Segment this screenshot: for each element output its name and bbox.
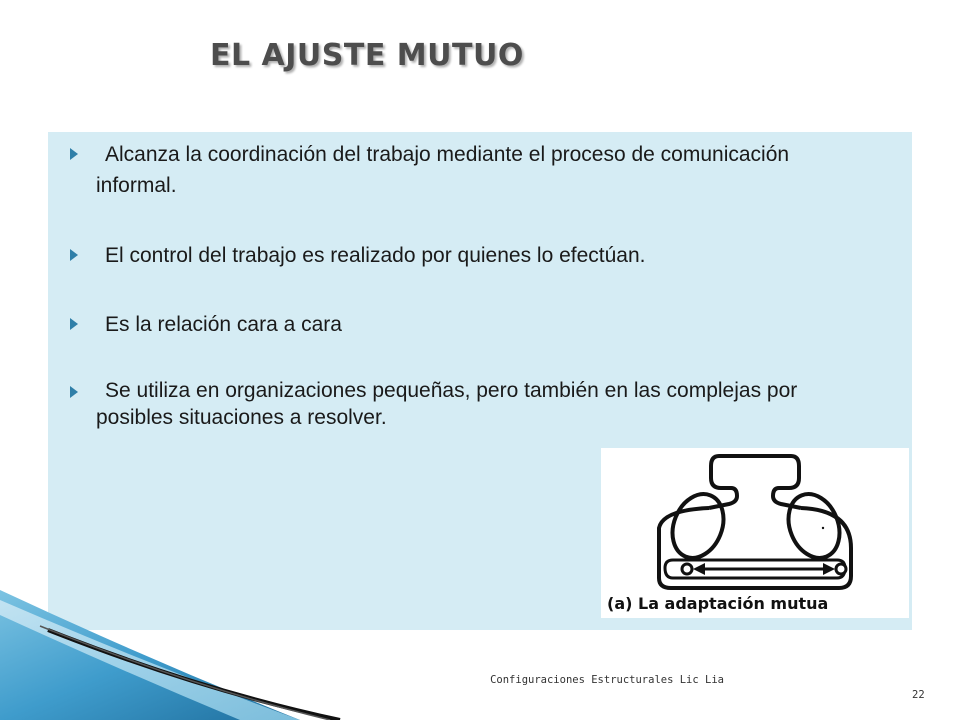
bullet-item: [48, 309, 868, 340]
bullet-arrow-icon: [70, 318, 78, 330]
diagram-caption: (a) La adaptación mutua: [607, 594, 829, 613]
decorative-wave-icon: [0, 590, 360, 720]
bullet-item: [48, 240, 868, 271]
bullet-item: [48, 139, 868, 201]
bullet-text: El control del trabajo es realizado por quienes lo efectúan.: [105, 244, 646, 267]
slide-title: EL AJUSTE MUTUO: [210, 38, 524, 73]
mutual-adjustment-diagram-icon: [601, 448, 909, 618]
bullet-arrow-icon: [70, 386, 78, 398]
bullet-text: Se utiliza en organizaciones pequeñas, pero también en las complejas por posibles situaciones a resolver.: [96, 379, 798, 429]
mutual-adjustment-diagram: [601, 448, 909, 618]
bullet-text: Alcanza la coordinación del trabajo mediante el proceso de comunicación informal.: [96, 143, 790, 197]
bullet-arrow-icon: [70, 249, 78, 261]
bullet-arrow-icon: [70, 148, 78, 160]
footer-text: Configuraciones Estructurales Lic Lia: [490, 674, 724, 686]
bullet-text: Es la relación cara a cara: [105, 313, 342, 336]
bullet-item: [48, 377, 868, 431]
page-number: 22: [912, 689, 925, 701]
